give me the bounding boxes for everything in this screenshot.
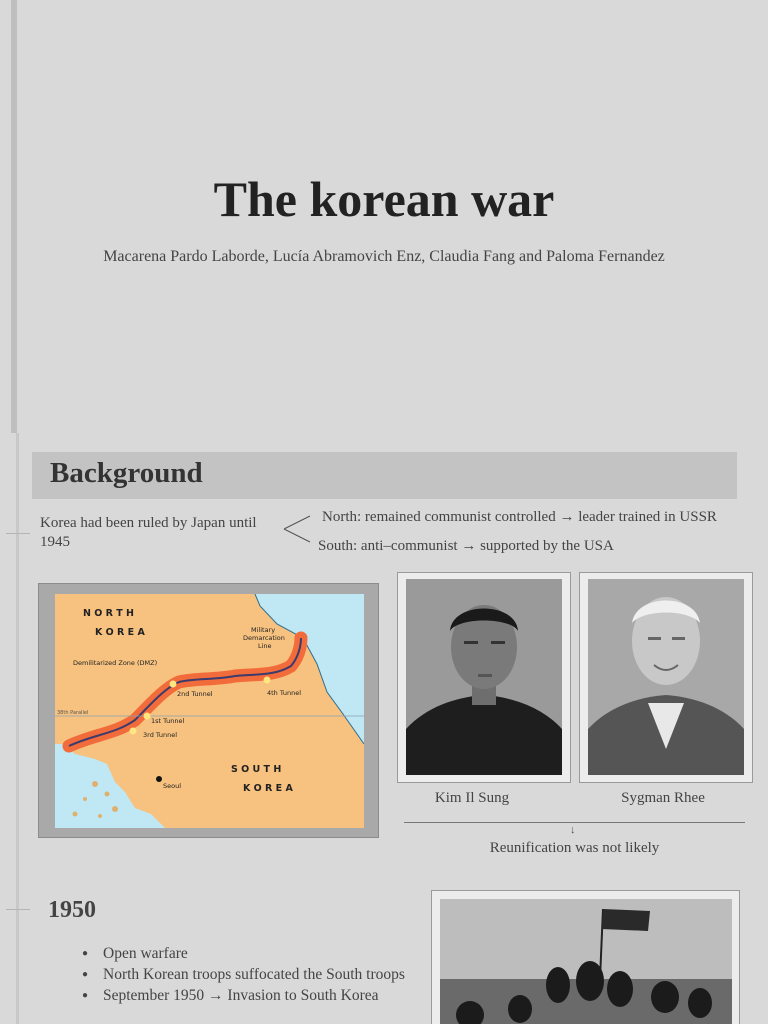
events-list — [82, 943, 412, 1006]
north-korea-label: K O R E A — [95, 627, 145, 638]
war-photo — [440, 899, 732, 1024]
korea-map-image — [55, 594, 364, 828]
slide-authors: Macarena Pardo Laborde, Lucía Abramovich Enz, Claudia Fang and Paloma Fernandez — [103, 248, 665, 265]
south-korea-label: K O R E A — [243, 783, 293, 794]
seoul-label: Seoul — [163, 782, 182, 790]
south-korea-label: S O U T H — [231, 764, 282, 775]
tunnel-marker — [130, 728, 137, 735]
syngman-rhee-photo — [588, 579, 744, 775]
south-point: South: anti–communist → supported by the USA — [318, 538, 614, 554]
tunnel-label: 3rd Tunnel — [143, 731, 178, 739]
tunnel-marker — [144, 713, 151, 720]
tunnel-label: 4th Tunnel — [267, 689, 302, 697]
timeline-tick — [6, 533, 30, 534]
background-note: Korea had been ruled by Japan until 1945 — [40, 515, 257, 550]
syngman-rhee-caption: Sygman Rhee — [621, 790, 705, 806]
syngman-rhee-photo-frame — [579, 572, 753, 783]
mdl-label: Demarcation — [243, 634, 285, 642]
year-heading: 1950 — [48, 897, 96, 923]
list-item: ● Open warfare — [82, 943, 412, 964]
kim-il-sung-caption: Kim Il Sung — [434, 790, 510, 806]
mdl-label: Line — [258, 642, 272, 650]
section-heading: Background — [50, 457, 203, 489]
divider-line — [404, 822, 745, 823]
arrow-down-icon: ↓ — [570, 824, 576, 836]
slide-title: The korean war — [213, 171, 555, 227]
tunnel-marker — [264, 677, 271, 684]
branch-arrows-icon — [282, 512, 322, 546]
dmz-map-frame — [38, 583, 379, 838]
kim-il-sung-photo — [406, 579, 562, 775]
north-point: North: remained communist controlled → leader trained in USSR — [322, 509, 717, 525]
seoul-marker — [156, 776, 162, 782]
reunification-note: Reunification was not likely — [489, 840, 660, 856]
list-item: ● North Korean troops suffocated the South troops — [82, 964, 412, 985]
mdl-label: Military — [251, 626, 276, 634]
dmz-map — [55, 594, 364, 828]
list-item: ● September 1950 → Invasion to South Korea — [82, 985, 412, 1006]
north-korea-label: N O R T H — [83, 608, 135, 619]
parallel-label: 38th Parallel — [57, 710, 89, 716]
tunnel-marker — [170, 681, 177, 688]
timeline-line-lower — [16, 433, 19, 1024]
timeline-tick — [6, 909, 30, 910]
dmz-label: Demilitarized Zone (DMZ) — [73, 659, 158, 667]
tunnel-label: 1st Tunnel — [151, 717, 185, 725]
kim-il-sung-photo-frame — [397, 572, 571, 783]
war-photo-frame — [431, 890, 740, 1024]
tunnel-label: 2nd Tunnel — [177, 690, 213, 698]
